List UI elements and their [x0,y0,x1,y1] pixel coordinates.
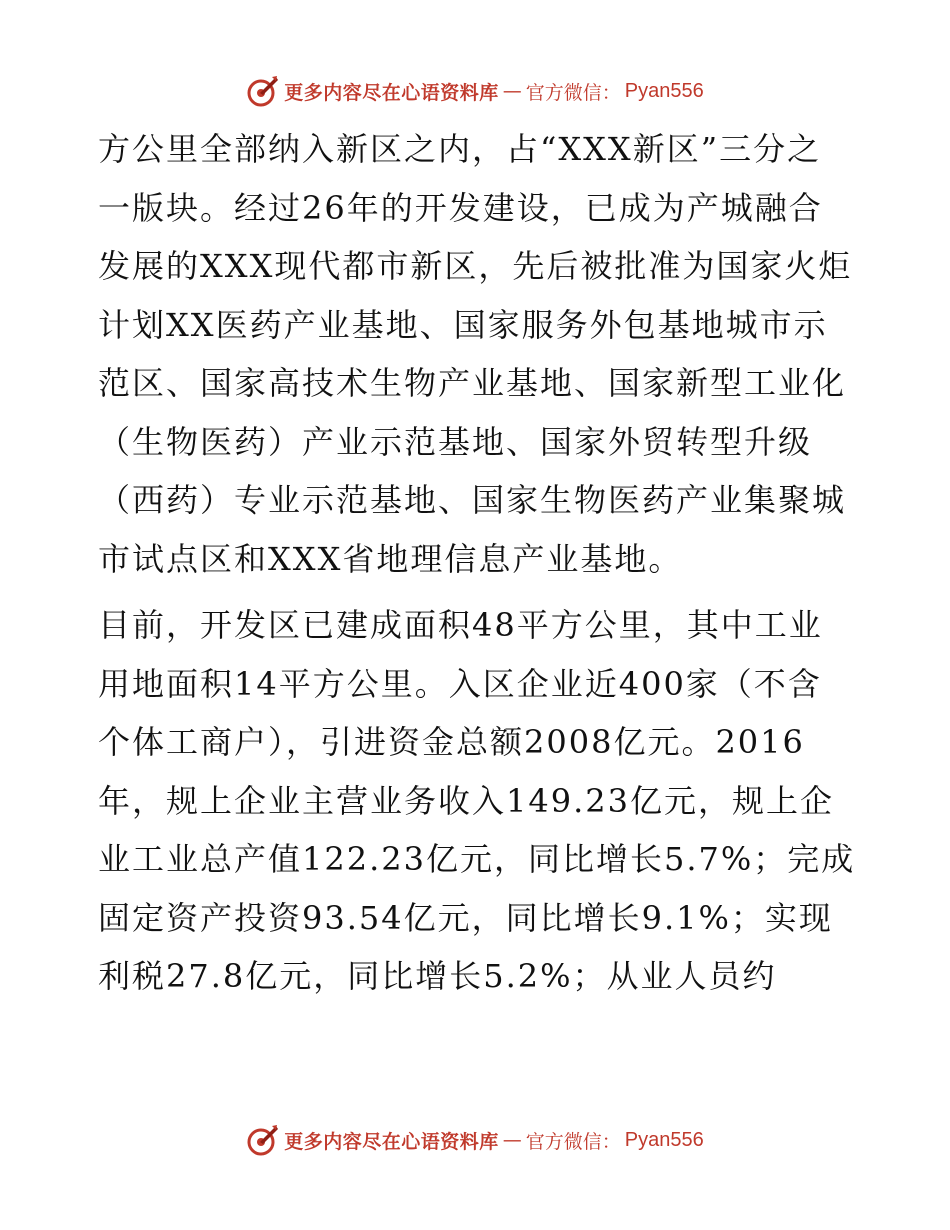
footer-banner [0,1120,950,1160]
quill-circle-icon [246,74,280,108]
text-line: （生物医药）产业示范基地、国家外贸转型升级 [98,422,813,461]
text-line: 方公里全部纳入新区之内，占“XXX新区”三分之 [98,130,822,168]
text-line: 业工业总产值122.23亿元，同比增长5.7%；完成 [98,840,856,878]
text-line: 年，规上企业主营业务收入149.23亿元，规上企 [98,781,834,820]
text-line: 个体工商户），引进资金总额2008亿元。2016 [98,723,805,761]
text-line: 利税27.8亿元，同比增长5.2%；从业人员约 [98,957,777,995]
banner-wechat-id: Pyan556 [624,1128,704,1151]
text-line: 市试点区和XXX省地理信息产业基地。 [98,539,683,578]
quill-circle-icon [246,1123,280,1157]
text-line: 范区、国家高技术生物产业基地、国家新型工业化 [98,364,847,402]
paragraph-2 [98,596,858,1006]
header-banner [0,71,950,111]
text-line: 发展的XXX现代都市新区，先后被批准为国家火炬 [98,247,853,285]
text-line: 用地面积14平方公里。入区企业近400家（不含 [98,664,822,703]
banner-tagline: 更多内容尽在心语资料库 [284,81,499,104]
banner-tagline: 更多内容尽在心语资料库 [284,1130,499,1153]
text-line: 目前，开发区已建成面积48平方公里，其中工业 [98,606,823,644]
banner-wechat-label: 官方微信： [525,81,621,104]
banner-wechat-label: 官方微信： [525,1130,621,1153]
banner-dash: — [502,80,522,102]
text-line: 计划XX医药产业基地、国家服务外包基地城市示 [98,305,828,344]
text-line: （西药）专业示范基地、国家生物医药产业集聚城 [98,481,847,519]
banner-wechat-id: Pyan556 [624,79,704,102]
paragraph-1 [98,120,858,588]
body-text [98,120,858,1006]
text-line: 固定资产投资93.54亿元，同比增长9.1%；实现 [98,898,833,937]
banner-dash: — [502,1129,522,1151]
text-line: 一版块。经过26年的开发建设，已成为产城融合 [98,188,823,227]
